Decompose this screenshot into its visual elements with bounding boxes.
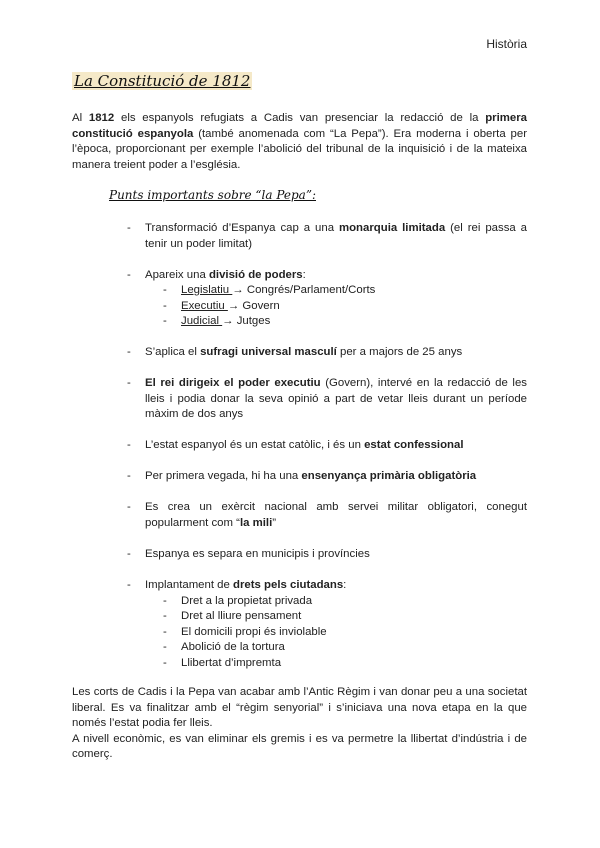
sub-list-item: - Llibertat d’impremta <box>163 657 282 669</box>
sub-list-item: - Abolició de la tortura <box>163 641 285 653</box>
list-item: - Implantament de drets pels ciutadans: <box>127 579 347 591</box>
closing-paragraph-2: A nivell econòmic, es van eliminar els gremis i es va permetre la llibertat d’indústria i de comerç. <box>72 732 527 761</box>
closing-paragraph <box>72 685 527 763</box>
sub-list-item: - Legislatiu → Congrés/Parlament/Corts <box>163 284 376 296</box>
section-subtitle: Punts importants sobre “la Pepa”: <box>109 188 316 202</box>
list-item: - Apareix una divisió de poders: <box>127 269 306 281</box>
sub-list-item: - El domicili propi és inviolable <box>163 626 327 638</box>
list-item: - El rei dirigeix el poder executiu (Govern), intervé en la redacció de les lleis i podia donar la seva opinió a part de vetar lleis durant un període màxim de dos anys <box>127 377 527 421</box>
list-item: - Per primera vegada, hi ha una ensenyança primària obligatòria <box>127 470 477 482</box>
intro-paragraph: Al 1812 els espanyols refugiats a Cadis van presenciar la redacció de la primera constitució espanyola (també anomenada com “La Pepa”). Era moderna i oberta per l’època, proporcionant per exemple l’abolició del tribunal de la inquisició i de la mateixa manera treient poder a l’església. <box>72 112 528 171</box>
sub-list-item: - Dret a la propietat privada <box>163 595 313 607</box>
list-item: - Es crea un exèrcit nacional amb servei militar obligatori, conegut popularment com “la mili” <box>127 501 527 529</box>
list-item: - Transformació d’Espanya cap a una monarquia limitada (el rei passa a tenir un poder limitat) <box>127 222 527 250</box>
sub-list-item: - Executiu → Govern <box>163 300 280 312</box>
closing-paragraph-1: Les corts de Cadis i la Pepa van acabar amb l’Antic Règim i van donar peu a una societat liberal. Es va finalitzar amb el “règim senyorial” i s’iniciava una nova etapa en la que només l’estat podia fer lleis. <box>72 686 527 730</box>
list-item: - L’estat espanyol és un estat catòlic, i és un estat confessional <box>127 439 464 451</box>
page-title: La Constitució de 1812 <box>74 72 251 90</box>
sub-list-item: - Dret al lliure pensament <box>163 610 302 622</box>
sub-list-item: - Judicial → Jutges <box>163 315 271 327</box>
page-header-subject: Història <box>486 37 527 51</box>
list-item: - Espanya es separa en municipis i províncies <box>127 548 370 560</box>
list-item: - S’aplica el sufragi universal masculí per a majors de 25 anys <box>127 346 463 358</box>
